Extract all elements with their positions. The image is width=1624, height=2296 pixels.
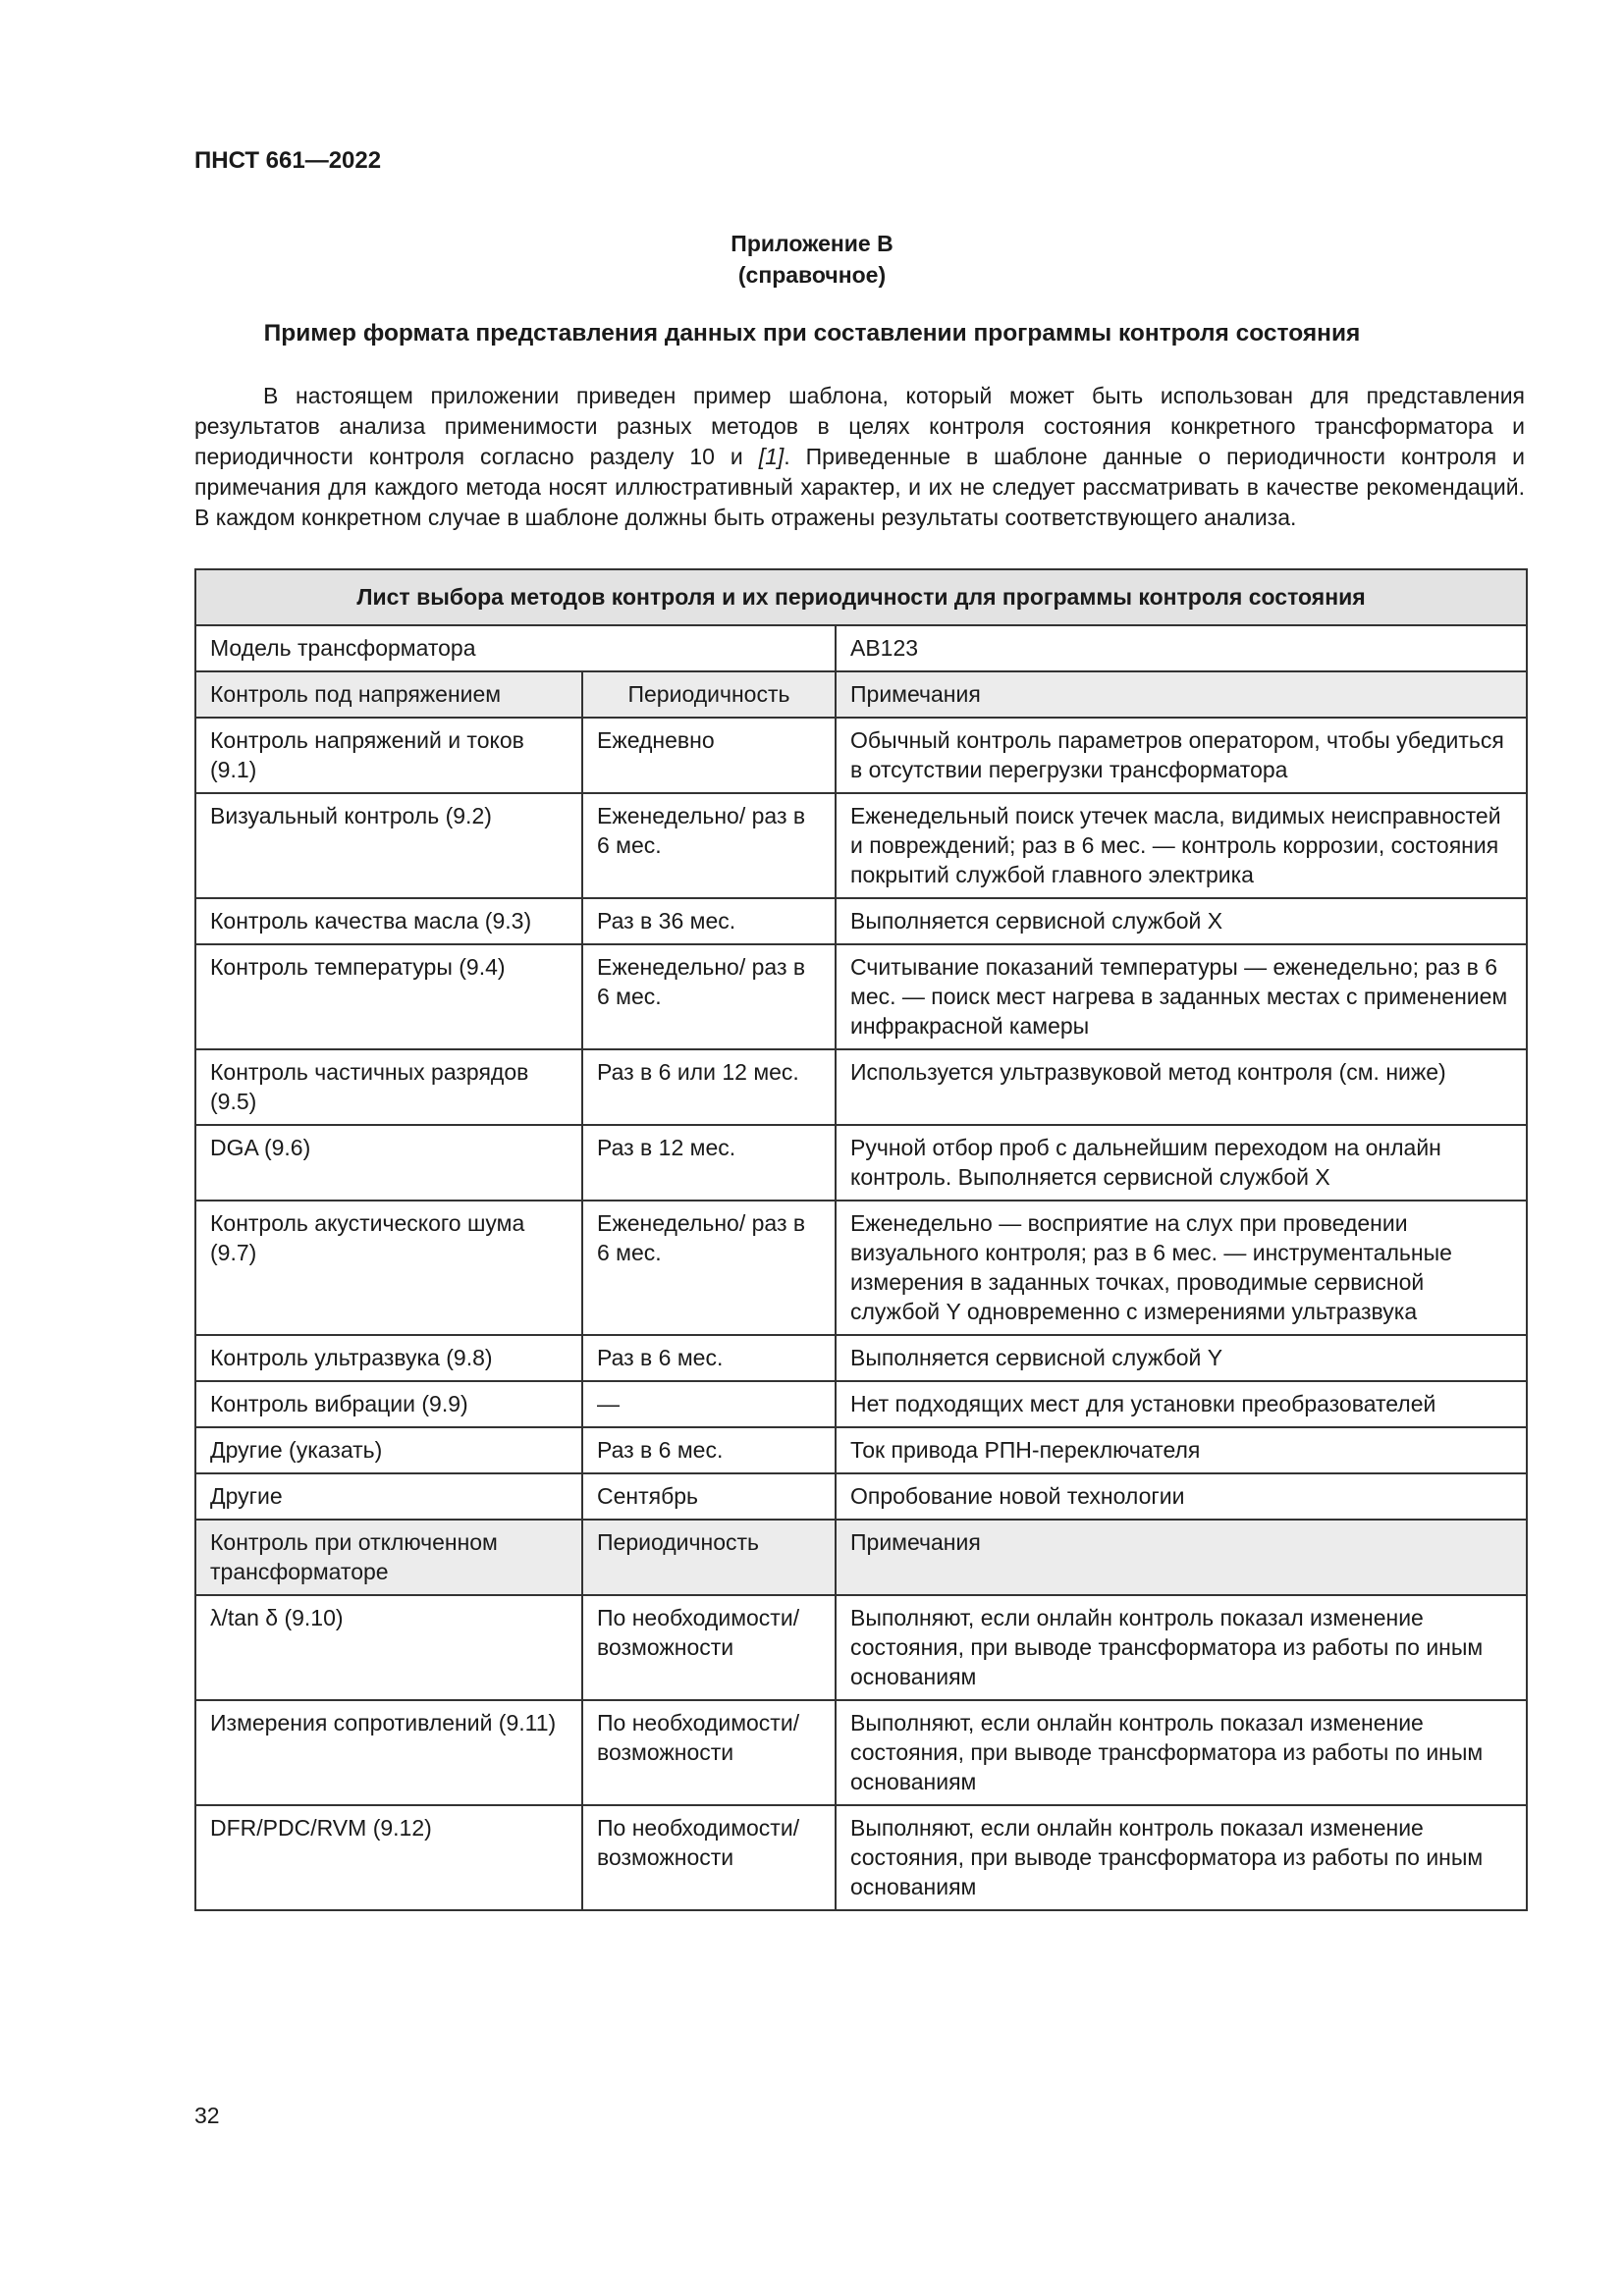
online-header-note: Примечания	[836, 671, 1527, 718]
period-cell: Раз в 6 мес.	[582, 1427, 836, 1473]
table-row	[195, 1473, 1527, 1520]
note-cell: Выполняют, если онлайн контроль показал изменение состояния, при выводе трансформатора из работы по иным основаниям	[836, 1700, 1527, 1805]
note-cell: Ток привода РПН-переключателя	[836, 1427, 1527, 1473]
page-number: 32	[194, 2103, 220, 2128]
note-cell: Считывание показаний температуры — еженедельно; раз в 6 мес. — поиск мест нагрева в заданных местах с применением инфракрасной камеры	[836, 944, 1527, 1049]
intro-paragraph	[194, 381, 1525, 533]
online-header-row	[195, 671, 1527, 718]
period-cell: Еженедельно/ раз в 6 мес.	[582, 793, 836, 898]
period-cell: Еженедельно/ раз в 6 мес.	[582, 944, 836, 1049]
period-cell: Раз в 6 мес.	[582, 1335, 836, 1381]
model-value: AB123	[836, 625, 1527, 671]
table-row	[195, 1125, 1527, 1201]
method-cell: Измерения сопротивлений (9.11)	[195, 1700, 582, 1805]
note-cell: Используется ультразвуковой метод контроля (см. ниже)	[836, 1049, 1527, 1125]
table-row	[195, 1700, 1527, 1805]
method-cell: Контроль температуры (9.4)	[195, 944, 582, 1049]
period-cell: Сентябрь	[582, 1473, 836, 1520]
period-cell: По необходимости/ возможности	[582, 1700, 836, 1805]
period-cell: Раз в 36 мес.	[582, 898, 836, 944]
table-row	[195, 1335, 1527, 1381]
method-cell: Другие	[195, 1473, 582, 1520]
note-cell: Нет подходящих мест для установки преобразователей	[836, 1381, 1527, 1427]
note-cell: Еженедельно — восприятие на слух при проведении визуального контроля; раз в 6 мес. — инструментальные измерения в заданных точках, проводимые сервисной службой Y одновременно с измерениями ультразвука	[836, 1201, 1527, 1335]
table-row	[195, 793, 1527, 898]
table-row	[195, 718, 1527, 793]
table-title-row	[195, 569, 1527, 625]
table-row	[195, 944, 1527, 1049]
note-cell: Опробование новой технологии	[836, 1473, 1527, 1520]
offline-header-method: Контроль при отключенном трансформаторе	[195, 1520, 582, 1595]
table-title: Лист выбора методов контроля и их периодичности для программы контроля состояния	[195, 569, 1527, 625]
method-cell: λ/tan δ (9.10)	[195, 1595, 582, 1700]
appendix-type: (справочное)	[737, 262, 887, 288]
table-row	[195, 1201, 1527, 1335]
offline-header-row	[195, 1520, 1527, 1595]
table-row	[195, 1381, 1527, 1427]
intro-text-1: В настоящем приложении приведен пример шаблона, который может быть использован для представления результатов анализа применимости разных методов в целях контроля состояния конкретного трансформатора и периодичности контроля согласно разделу 10 и	[194, 383, 1525, 469]
table-row	[195, 1049, 1527, 1125]
period-cell: Ежедневно	[582, 718, 836, 793]
method-cell: Контроль ультразвука (9.8)	[195, 1335, 582, 1381]
section-title: Пример формата представления данных при составлении программы контроля состояния	[263, 320, 1361, 347]
intro-text-2: . Приведенные в шаблоне данные о периодичности контроля и примечания для каждого метода носят иллюстративный характер, и их не следует рассматривать в качестве рекомендаций. В каждом конкретном случае в шаблоне должны быть отражены результаты соответствующего анализа.	[194, 444, 1525, 530]
method-cell: Визуальный контроль (9.2)	[195, 793, 582, 898]
period-cell: По необходимости/ возможности	[582, 1595, 836, 1700]
period-cell: По необходимости/ возможности	[582, 1805, 836, 1910]
methods-table	[194, 568, 1528, 1911]
method-cell: DFR/PDC/RVM (9.12)	[195, 1805, 582, 1910]
table-row	[195, 898, 1527, 944]
note-cell: Еженедельный поиск утечек масла, видимых неисправностей и повреждений; раз в 6 мес. — контроль коррозии, состояния покрытий службой главного электрика	[836, 793, 1527, 898]
note-cell: Обычный контроль параметров оператором, чтобы убедиться в отсутствии перегрузки трансформатора	[836, 718, 1527, 793]
offline-header-period: Периодичность	[582, 1520, 836, 1595]
appendix-title: Приложение В	[731, 231, 893, 256]
document-code: ПНСТ 661—2022	[194, 147, 382, 174]
method-cell: Контроль вибрации (9.9)	[195, 1381, 582, 1427]
method-cell: Другие (указать)	[195, 1427, 582, 1473]
method-cell: Контроль напряжений и токов (9.1)	[195, 718, 582, 793]
table-row	[195, 1805, 1527, 1910]
model-label: Модель трансформатора	[195, 625, 836, 671]
online-header-method: Контроль под напряжением	[195, 671, 582, 718]
method-cell: Контроль частичных разрядов (9.5)	[195, 1049, 582, 1125]
note-cell: Выполняется сервисной службой X	[836, 898, 1527, 944]
period-cell: Еженедельно/ раз в 6 мес.	[582, 1201, 836, 1335]
note-cell: Ручной отбор проб с дальнейшим переходом на онлайн контроль. Выполняется сервисной службой X	[836, 1125, 1527, 1201]
method-cell: DGA (9.6)	[195, 1125, 582, 1201]
period-cell: Раз в 12 мес.	[582, 1125, 836, 1201]
model-row	[195, 625, 1527, 671]
note-cell: Выполняется сервисной службой Y	[836, 1335, 1527, 1381]
online-header-period: Периодичность	[582, 671, 836, 718]
offline-header-note: Примечания	[836, 1520, 1527, 1595]
intro-reference: [1]	[758, 444, 785, 469]
table-row	[195, 1427, 1527, 1473]
period-cell: —	[582, 1381, 836, 1427]
table-row	[195, 1595, 1527, 1700]
method-cell: Контроль акустического шума (9.7)	[195, 1201, 582, 1335]
note-cell: Выполняют, если онлайн контроль показал изменение состояния, при выводе трансформатора из работы по иным основаниям	[836, 1805, 1527, 1910]
period-cell: Раз в 6 или 12 мес.	[582, 1049, 836, 1125]
appendix-heading	[0, 228, 1624, 291]
method-cell: Контроль качества масла (9.3)	[195, 898, 582, 944]
note-cell: Выполняют, если онлайн контроль показал изменение состояния, при выводе трансформатора из работы по иным основаниям	[836, 1595, 1527, 1700]
